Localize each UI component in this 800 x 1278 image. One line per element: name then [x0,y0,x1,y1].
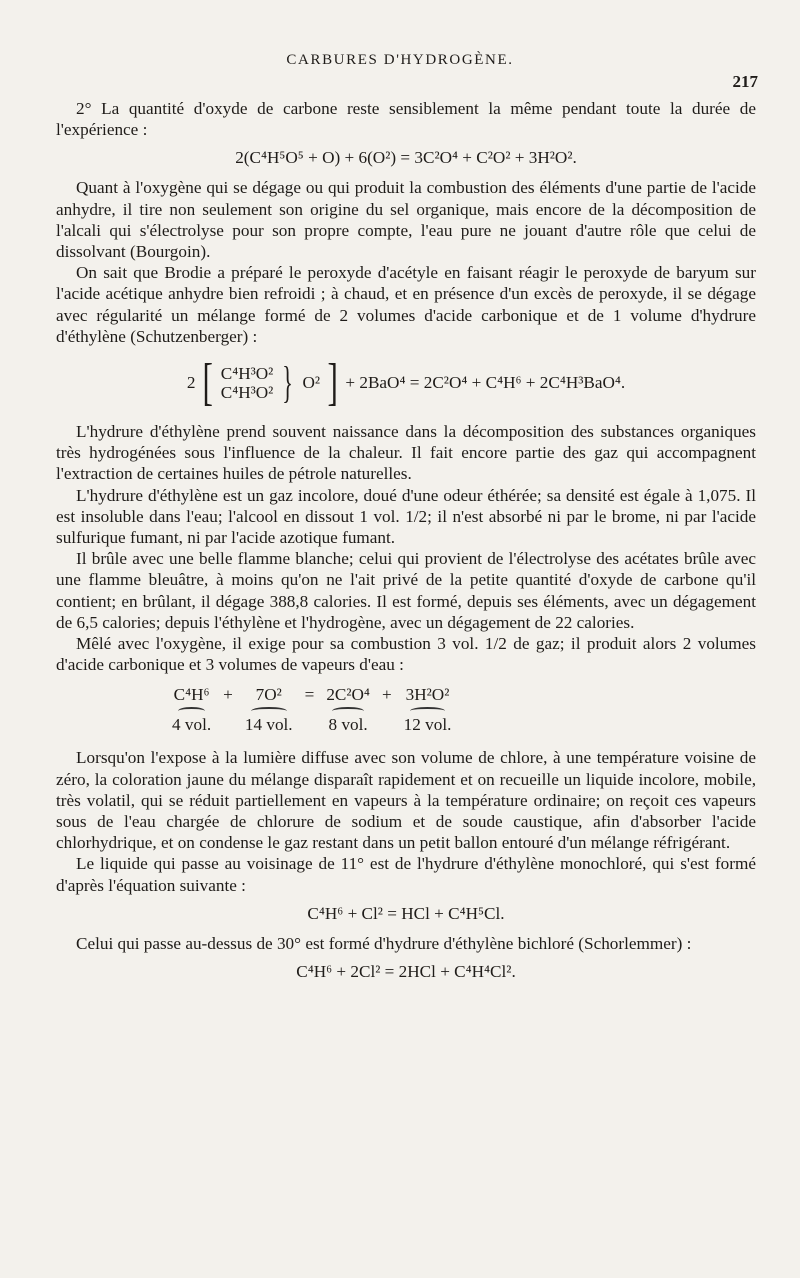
eq2-top: C⁴H³O² [220,364,274,384]
brace-mark [410,707,446,715]
eq2-o: O² [302,373,321,393]
paragraph-10: Celui qui passe au-dessus de 30° est formé d'hydrure d'éthylène bichloré (Schorlemmer) : [76,933,692,953]
eq2-bottom: C⁴H³O² [220,383,274,403]
eq3-op-3: + [381,685,392,705]
eq3-term-4: 3H²O² [405,685,450,705]
page-number: 217 [732,72,758,91]
eq3-term-1: C⁴H⁶ [173,685,210,705]
paragraph-2: Quant à l'oxygène qui se dégage ou qui produit la combustion des éléments d'une partie de l'acide anhydre, il tire non seulement son origine du sel organique, mais encore de la décomposition de l'alcali qui s'électrolyse pour son propre compte, l'eau pure ne jouant d'autre rôle que celui de dissolvant (Bourgoin). [56,178,756,262]
paragraph-6: Il brûle avec une belle flamme blanche; celui qui provient de l'électrolyse des acétates brûle avec une flamme bleuâtre, à moins qu'on ne l'ait privé de la petite quantité d'oxyde de carbone qu'il contient; en brûlant, il dégage 388,8 calories. Il est formé, depuis ses éléments, avec un dégagement de 6,5 calories; depuis l'éthylène et l'hydrogène, avec un dégagement de 22 calories. [56,549,756,632]
eq3-op-2: = [304,685,315,705]
eq2-rest: + 2BaO⁴ = 2C²O⁴ + C⁴H⁶ + 2C⁴H³BaO⁴. [345,373,626,393]
eq3-vol-2: 14 vol. [244,715,293,735]
paragraph-9: Le liquide qui passe au voisinage de 11° est de l'hydrure d'éthylène monochloré, qui s'est formé d'après l'équation suivante : [56,854,756,895]
eq3-vol-4: 12 vol. [403,715,452,735]
brace-mark [332,707,364,715]
brace-mark [178,707,205,715]
equation-2: 2 [ C⁴H³O² C⁴H³O² } O² ] + 2BaO⁴ = 2C²O⁴ + C⁴H⁶ + 2C⁴H³BaO⁴. [186,354,626,412]
equation-3 [166,685,457,735]
eq3-vol-1: 4 vol. [172,715,212,735]
equation-4: C⁴H⁶ + Cl² = HCl + C⁴H⁵Cl. [307,903,505,923]
eq3-vol-3: 8 vol. [328,715,368,735]
paragraph-5: L'hydrure d'éthylène est un gaz incolore, doué d'une odeur éthérée; sa densité est égale à 1,075. Il est insoluble dans l'eau; l'alcool en dissout 1 vol. 1/2; il n'est absorbé ni par le brome, ni par l'acide sulfurique fumant, ni par l'acide azotique fumant. [56,485,756,548]
eq3-term-3: 2C²O⁴ [326,685,370,705]
equation-5: C⁴H⁶ + 2Cl² = 2HCl + C⁴H⁴Cl². [296,962,516,982]
page-body [56,98,756,991]
paragraph-8: Lorsqu'on l'expose à la lumière diffuse avec son volume de chlore, à une température voisine de zéro, la coloration jaune du mélange disparaît rapidement et on recueille un liquide incolore, mobile, très volatil, qui se réduit partiellement en vapeurs à la température ordinaire; on reçoit ces vapeurs sous de l'eau chargée de chlorure de sodium et de soude caustique, afin d'absorber l'acide chlorhydrique, et on condense le gaz restant dans un petit ballon entouré d'un mélange réfrigérant. [56,748,756,853]
paragraph-3: On sait que Brodie a préparé le peroxyde d'acétyle en faisant réagir le peroxyde de baryum sur l'acide acétique anhydre bien refroidi ; à chaud, et en présence d'un excès de peroxyde, il se dégage avec régularité un mélange formé de 2 volumes d'acide carbonique et de 1 volume d'hydrure d'éthylène (Schutzenberger) : [56,263,756,346]
equation-1: 2(C⁴H⁵O⁵ + O) + 6(O²) = 3C²O⁴ + C²O² + 3H²O². [235,148,577,168]
running-header: CARBURES D'HYDROGÈNE. [286,52,514,68]
eq3-op-1: + [223,685,233,705]
paragraph-7: Mêlé avec l'oxygène, il exige pour sa combustion 3 vol. 1/2 de gaz; il produit alors 2 volumes d'acide carbonique et 3 volumes de vapeurs d'eau : [56,634,756,675]
brace-mark [251,707,287,715]
paragraph-1: 2° La quantité d'oxyde de carbone reste sensiblement la même pendant toute la durée de l'expérience : [56,99,756,140]
eq2-stack [221,364,274,402]
eq3-term-2: 7O² [255,685,282,705]
eq2-coef: 2 [186,373,196,393]
paragraph-4: L'hydrure d'éthylène prend souvent naissance dans la décomposition des substances organiques très hydrogénées sous l'influence de la chaleur. Il fait encore partie des gaz qui accompagnent l'extraction de certaines huiles de pétrole naturelles. [56,422,756,484]
